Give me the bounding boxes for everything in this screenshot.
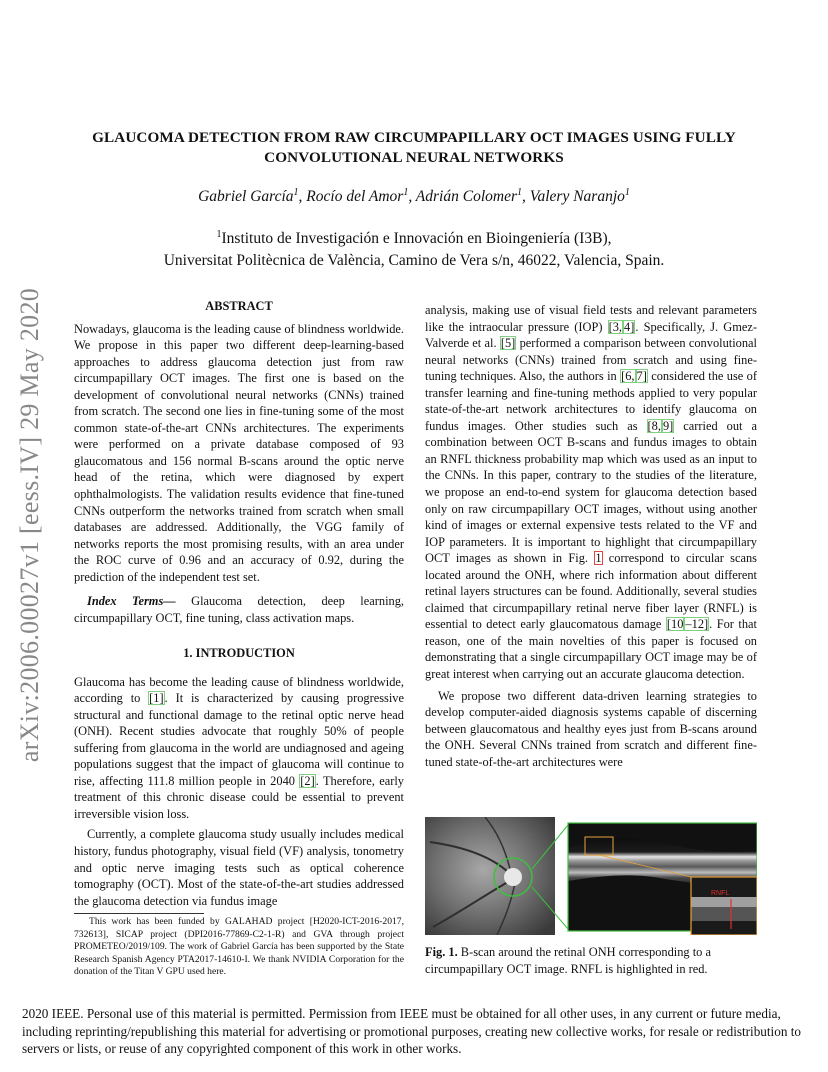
intro-text: Glaucoma has become the leading cause of blindness worldwide, according to	[74, 674, 404, 706]
paper-title: GLAUCOMA DETECTION FROM RAW CIRCUMPAPILLARY OCT IMAGES USING FULLY CONVOLUTIONAL NEURAL NETWORKS	[92, 129, 736, 166]
arxiv-stamp	[10, 280, 50, 770]
affiliation-mark: 1	[216, 229, 222, 240]
rnfl-zoom-inset	[691, 877, 757, 935]
figure-1-caption	[425, 944, 757, 977]
affiliation-institute: Instituto de Investigación e Innovación en Bioingeniería (I3B),	[221, 230, 612, 248]
body-text: analysis, making use of visual field tests and relevant parameters like the intraocular pressure (IOP)	[425, 303, 757, 334]
author-separator: ,	[521, 188, 530, 206]
citation-link[interactable]: [6,	[621, 369, 635, 384]
citation-link[interactable]: 9]	[662, 418, 674, 433]
abstract-text: Nowadays, glaucoma is the leading cause of blindness worldwide. We propose in this paper two different deep-learning-based approaches to address glaucoma detection just from raw circumpapillary OCT images. The first one is based on the development of convolutional neural networks (CNNs) trained from scratch. The second one lies in fine-tuning some of the most common state-of-the-art CNNs architectures. The experiments were performed on a private database composed of 93 glaucomatous and 156 normal B-scans around the optic nerve head of the retina, which were diagnosed by expert ophthalmologists. The validation results evidence that fine-tuned CNNs outperform the networks trained from scratch when small databases are addressed. Additionally, the VGG family of networks reports the most promising results, with an area under the ROC curve of 0.96 and an accuracy of 0.92, during the prediction of the independent test set.	[74, 321, 404, 584]
author-affiliation-mark: 1	[403, 187, 409, 198]
citation-link[interactable]: [5]	[500, 336, 516, 351]
author-affiliation-mark: 1	[293, 187, 299, 198]
affiliation-line-2: Universitat Politècnica de València, Camino de Vera s/n, 46022, Valencia, Spain.	[163, 252, 665, 270]
index-terms	[74, 593, 404, 626]
citation-link[interactable]: [10	[666, 617, 684, 632]
footnote-divider	[74, 913, 204, 914]
funding-footnote: This work has been funded by GALAHAD project [H2020-ICT-2016-2017, 732613], SICAP project (DPI2016-77869-C2-1-R) and GVA through project PROMETEO/2019/109. The work of Gabriel García has been supported by the State Research Spanish Agency PTA2017-14610-I. We thank NVIDIA Corporation for the donation of the Titan V GPU used here.	[74, 916, 404, 978]
body-text: carried out a combination between OCT B-scans and fundus images to obtain an RNFL thickness probability map which was used as an input to the CNNs. In this paper, contrary to the studies of the literature, we propose an end-to-end system for glaucoma detection based only on raw circumpapillary OCT images, without using another kind of images or external expensive tests related to the VF and IOP parameters. It is important to highlight that circumpapillary OCT images as shown in Fig.	[425, 418, 757, 566]
author-affiliation-mark: 1	[624, 187, 630, 198]
body-text: performed a comparison between convolutional neural networks (CNNs) trained from scratch and using fine-tuning techniques. Also, the authors in	[425, 336, 757, 384]
fundus-image	[425, 817, 555, 935]
body-text: considered the use of transfer learning and fine-tuning methods applied to very popular state-of-the-art network architectures to identify glaucoma on fundus images. Other studies such as	[425, 369, 757, 433]
citation-link[interactable]: 7]	[636, 369, 647, 384]
author-separator: ,	[408, 188, 416, 206]
citation-link[interactable]: 4]	[624, 319, 635, 334]
author-name: Gabriel García	[198, 188, 294, 206]
citation-link[interactable]: –12]	[685, 617, 709, 632]
introduction-heading: 1. INTRODUCTION	[183, 646, 295, 660]
intro-paragraph-1	[74, 674, 404, 823]
citation-link[interactable]: [3,	[608, 319, 623, 334]
body-text: . For that reason, one of the main novelties of this paper is focused on demonstrating that a single circumpapillary OCT image may be of great interest when carrying out an accurate glaucoma detection.	[425, 617, 757, 682]
introduction-section	[74, 645, 404, 909]
citation-link[interactable]: [2]	[300, 773, 315, 788]
affiliation-line-1	[60, 224, 768, 250]
citation-link[interactable]: [8,	[647, 418, 661, 433]
citation-link[interactable]: [1]	[149, 691, 164, 706]
figure-1-graphic	[425, 817, 757, 935]
author-name: Valery Naranjo	[529, 188, 625, 206]
index-terms-text: Glaucoma detection, deep learning, circumpapillary OCT, fine tuning, class activation maps.	[74, 594, 404, 625]
abstract-heading: ABSTRACT	[205, 299, 273, 313]
rnfl-label: RNFL	[711, 890, 730, 897]
caption-label: Fig. 1.	[425, 945, 458, 959]
right-column-text	[425, 302, 757, 770]
arxiv-stamp-text: arXiv:2006.00027v1 [eess.IV] 29 May 2020	[15, 287, 44, 763]
figure-reference-link[interactable]: 1	[595, 551, 602, 566]
index-terms-label: Index Terms—	[87, 594, 176, 609]
caption-text: B-scan around the retinal ONH corresponding to a circumpapillary OCT image. RNFL is highlighted in red.	[425, 945, 711, 976]
author-affiliation-mark: 1	[516, 187, 522, 198]
intro-text: . Therefore, early treatment of this chronic disease could be essential to prevent irreversible vision loss.	[74, 773, 404, 821]
intro-paragraph-2: Currently, a complete glaucoma study usually includes medical history, fundus photography, visual field (VF) analysis, tonometry and optic nerve imaging tests such as optical coherence tomography (OCT). Most of the state-of-the-art studies addressed the glaucoma detection via fundus image	[74, 827, 404, 908]
author-list	[60, 187, 768, 206]
author-name: Rocío del Amor	[306, 188, 404, 206]
abstract-section	[74, 298, 404, 626]
right-paragraph-1	[425, 302, 757, 683]
figure-1	[425, 817, 757, 935]
copyright-notice: 2020 IEEE. Personal use of this material is permitted. Permission from IEEE must be obtained for all other uses, in any current or future media, including reprinting/republishing this material for advertising or promotional purposes, creating new collective works, for resale or redistribution to servers or lists, or reuse of any copyrighted component of this work in other works.	[22, 1006, 801, 1057]
right-paragraph-2: We propose two different data-driven learning strategies to develop computer-aided diagnosis systems capable of discerning between glaucomatous and healthy eyes just from B-scans around the ONH. Several CNNs trained from scratch and different fine-tuned state-of-the-art architectures were	[425, 688, 757, 769]
author-separator: ,	[298, 188, 307, 206]
body-text: . Specifically, J. Gmez-Valverde et al.	[425, 319, 757, 351]
body-text: correspond to circular scans located around the ONH, where rich information about different retinal layers structures can be found. Additionally, several studies claimed that circumpapillary retinal nerve fiber layer (RNFL) is essential to detect early glaucomatous damage	[425, 551, 758, 632]
affiliation	[60, 224, 768, 272]
intro-text: . It is characterized by causing progressive structural and functional damage to the retinal optic nerve head (ONH). Recent studies advocate that roughly 50% of people suffering from glaucoma in the world are undiagnosed and ageing populations suggest that the impact of glaucoma will continue to rise, affecting 111.8 million people in 2040	[74, 691, 404, 788]
author-name: Adrián Colomer	[415, 188, 517, 206]
